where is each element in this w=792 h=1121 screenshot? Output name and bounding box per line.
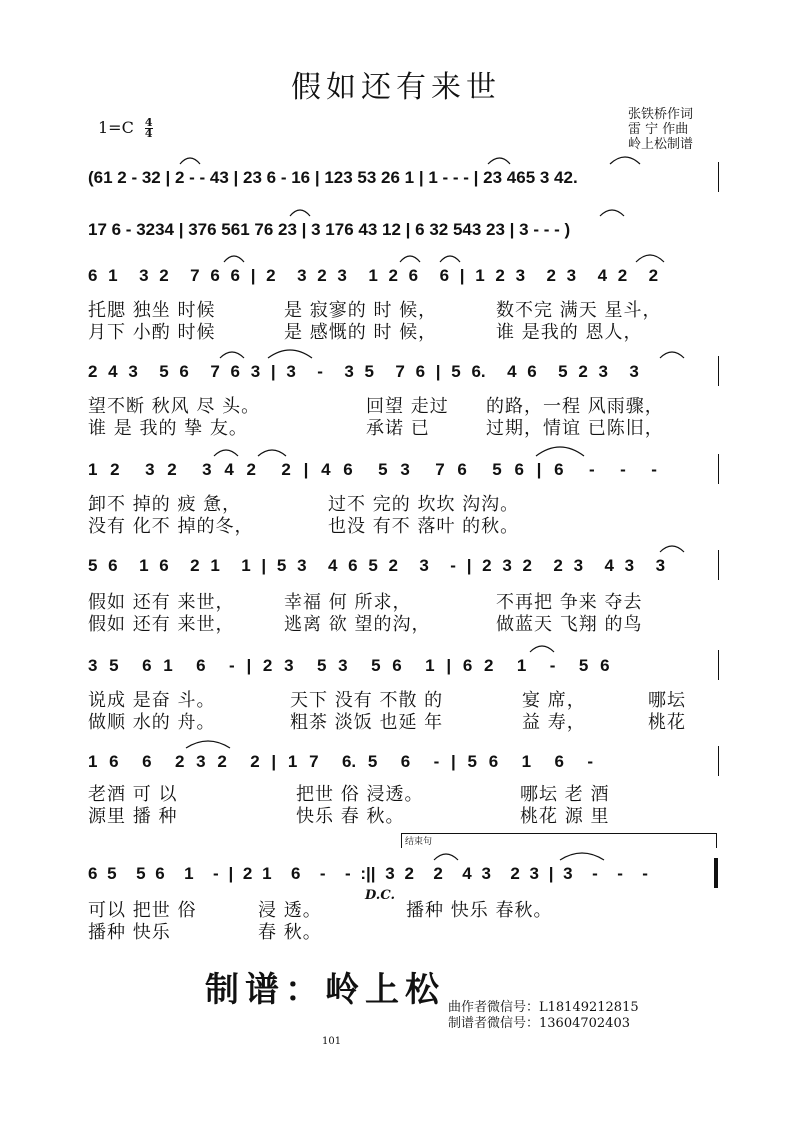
lyric-segment: 的路，一程 风雨骤， [486, 396, 664, 417]
lyric-row [88, 610, 643, 636]
notation-text: 6 1 3 2 7 6 6 | 2 3 2 3 1 2 6 6 | 1 2 3 2 3 4 2 2 [88, 266, 659, 285]
composer: 雷 宁 作曲 [628, 122, 689, 137]
barline [718, 162, 719, 192]
music-line-5 [88, 460, 720, 490]
lyric-row [88, 918, 322, 944]
lyric-segment: 承诺 已 [366, 418, 430, 439]
notation-text: 3 5 6 1 6 - | 2 3 5 3 5 6 1 | 6 2 1 - 5 6 [88, 656, 610, 675]
lyric-segment: 哪坛 [648, 690, 686, 711]
lyric-segment: 桃花 [648, 712, 686, 733]
final-barline [714, 858, 718, 888]
engraver-wechat: 制谱者微信号：13604702403 [448, 1016, 630, 1031]
key-signature [98, 118, 153, 139]
lyric-segment: 快乐 春 秋。 [296, 806, 405, 827]
lyric-segment: 不再把 争来 夺去 [496, 592, 643, 613]
engraver-stamp: 制谱：岭上松 [205, 970, 445, 1010]
lyric-segment: 天下 没有 不散 的 [290, 690, 444, 711]
engraver: 岭上松制谱 [628, 137, 694, 152]
lyric-row [88, 318, 643, 344]
page-number: 101 [322, 1036, 342, 1047]
notation-text: 5 6 1 6 2 1 1 | 5 3 4 6 5 2 3 - | 2 3 2 2 3 4 3 3 [88, 556, 666, 575]
lyric-segment: 月下 小酌 时候 [88, 322, 216, 343]
music-line-3 [88, 266, 720, 296]
ending-label: 结束句 [405, 837, 433, 847]
notation-text: 6 5 5 6 1 - | 2 1 6 - - :|| 3 2 2 4 3 2 3 | 3 - - - [88, 864, 648, 883]
lyric-segment: 春 秋。 [258, 922, 322, 943]
music-line-4 [88, 362, 720, 392]
key-label: 1=C [98, 118, 134, 137]
lyric-segment: 把世 俗 浸透。 [296, 784, 424, 805]
barline [718, 650, 719, 680]
time-signature [145, 118, 153, 139]
lyric-segment: 托腮 独坐 时候 [88, 300, 216, 321]
music-line-7 [88, 656, 720, 686]
lyric-segment: 谁 是 我的 挚 友。 [88, 418, 248, 439]
lyric-segment: 哪坛 老 酒 [520, 784, 610, 805]
music-line-2 [88, 220, 720, 250]
lyric-row [88, 802, 610, 828]
lyric-row [88, 512, 520, 538]
lyric-row [88, 708, 686, 734]
lyric-segment: 说成 是奋 斗。 [88, 690, 216, 711]
notation-text: 2 4 3 5 6 7 6 3 | 3 - 3 5 7 6 | 5 6. 4 6 5 2 3 3 [88, 362, 639, 381]
time-top: 4 [144, 116, 153, 129]
lyric-segment: 没有 化不 掉的冬， [88, 516, 254, 537]
barline [718, 356, 719, 386]
lyric-segment: 幸福 何 所求， [284, 592, 412, 613]
lyric-row [88, 414, 664, 440]
lyric-segment: 过不 完的 坎坎 沟沟。 [328, 494, 520, 515]
music-line-8 [88, 752, 720, 782]
lyric-segment: 做蓝天 飞翔 的鸟 [496, 614, 643, 635]
notation-text: 1 2 3 2 3 4 2 2 | 4 6 5 3 7 6 5 6 | 6 - - - [88, 460, 657, 479]
contact-info [448, 1000, 639, 1032]
lyric-segment: 假如 还有 来世， [88, 614, 235, 635]
lyric-segment: 望不断 秋风 尽 头。 [88, 396, 261, 417]
barline [718, 550, 719, 580]
lyric-segment: 源里 播 种 [88, 806, 178, 827]
lyric-segment: 宴 席， [522, 690, 586, 711]
barline [718, 746, 719, 776]
lyric-segment: 逃离 欲 望的沟， [284, 614, 431, 635]
time-bottom: 4 [144, 127, 153, 140]
lyric-segment: 益 寿， [522, 712, 586, 733]
music-line-1 [88, 168, 720, 198]
lyric-segment: 老酒 可 以 [88, 784, 178, 805]
notation-text: 1 6 6 2 3 2 2 | 1 7 6. 5 6 - | 5 6 1 6 - [88, 752, 594, 771]
lyric-segment: 浸 透。 [258, 900, 322, 921]
composer-wechat: 曲作者微信号：L18149212815 [448, 1000, 639, 1015]
ending-bracket [401, 833, 717, 848]
lyric-segment: 播种 快乐 [88, 922, 171, 943]
notation-text: (61 2 - 32 | 2 - - 43 | 23 6 - 16 | 123 53 26 1 | 1 - - - | 23 465 3 42. [88, 168, 578, 187]
barline [718, 454, 719, 484]
lyric-segment: 是 寂寥的 时 候， [284, 300, 438, 321]
music-line-6 [88, 556, 720, 586]
lyric-segment: 可以 把世 俗 [88, 900, 197, 921]
lyric-segment: 播种 快乐 春秋。 [406, 900, 553, 921]
lyric-segment: 粗茶 淡饭 也延 年 [290, 712, 444, 733]
lyric-segment: 数不完 满天 星斗， [496, 300, 662, 321]
credits [628, 107, 693, 152]
lyric-segment: 桃花 源 里 [520, 806, 610, 827]
music-line-9 [88, 864, 720, 894]
lyricist: 张铁桥作词 [628, 107, 694, 122]
lyric-segment: 假如 还有 来世， [88, 592, 235, 613]
lyric-segment: 也没 有不 落叶 的秋。 [328, 516, 520, 537]
song-title: 假如还有来世 [291, 70, 501, 105]
dc-marking: D.C. [365, 888, 395, 903]
lyric-segment: 卸不 掉的 疲 惫， [88, 494, 242, 515]
lyric-segment: 是 感慨的 时 候， [284, 322, 438, 343]
lyric-segment: 谁 是我的 恩人， [496, 322, 643, 343]
lyric-segment: 做顺 水的 舟。 [88, 712, 216, 733]
lyric-segment: 回望 走过 [366, 396, 449, 417]
notation-text: 17 6 - 3234 | 376 561 76 23 | 3 176 43 12 | 6 32 543 23 | 3 - - - ) [88, 220, 571, 239]
lyric-segment: 过期，情谊 已陈旧， [486, 418, 664, 439]
